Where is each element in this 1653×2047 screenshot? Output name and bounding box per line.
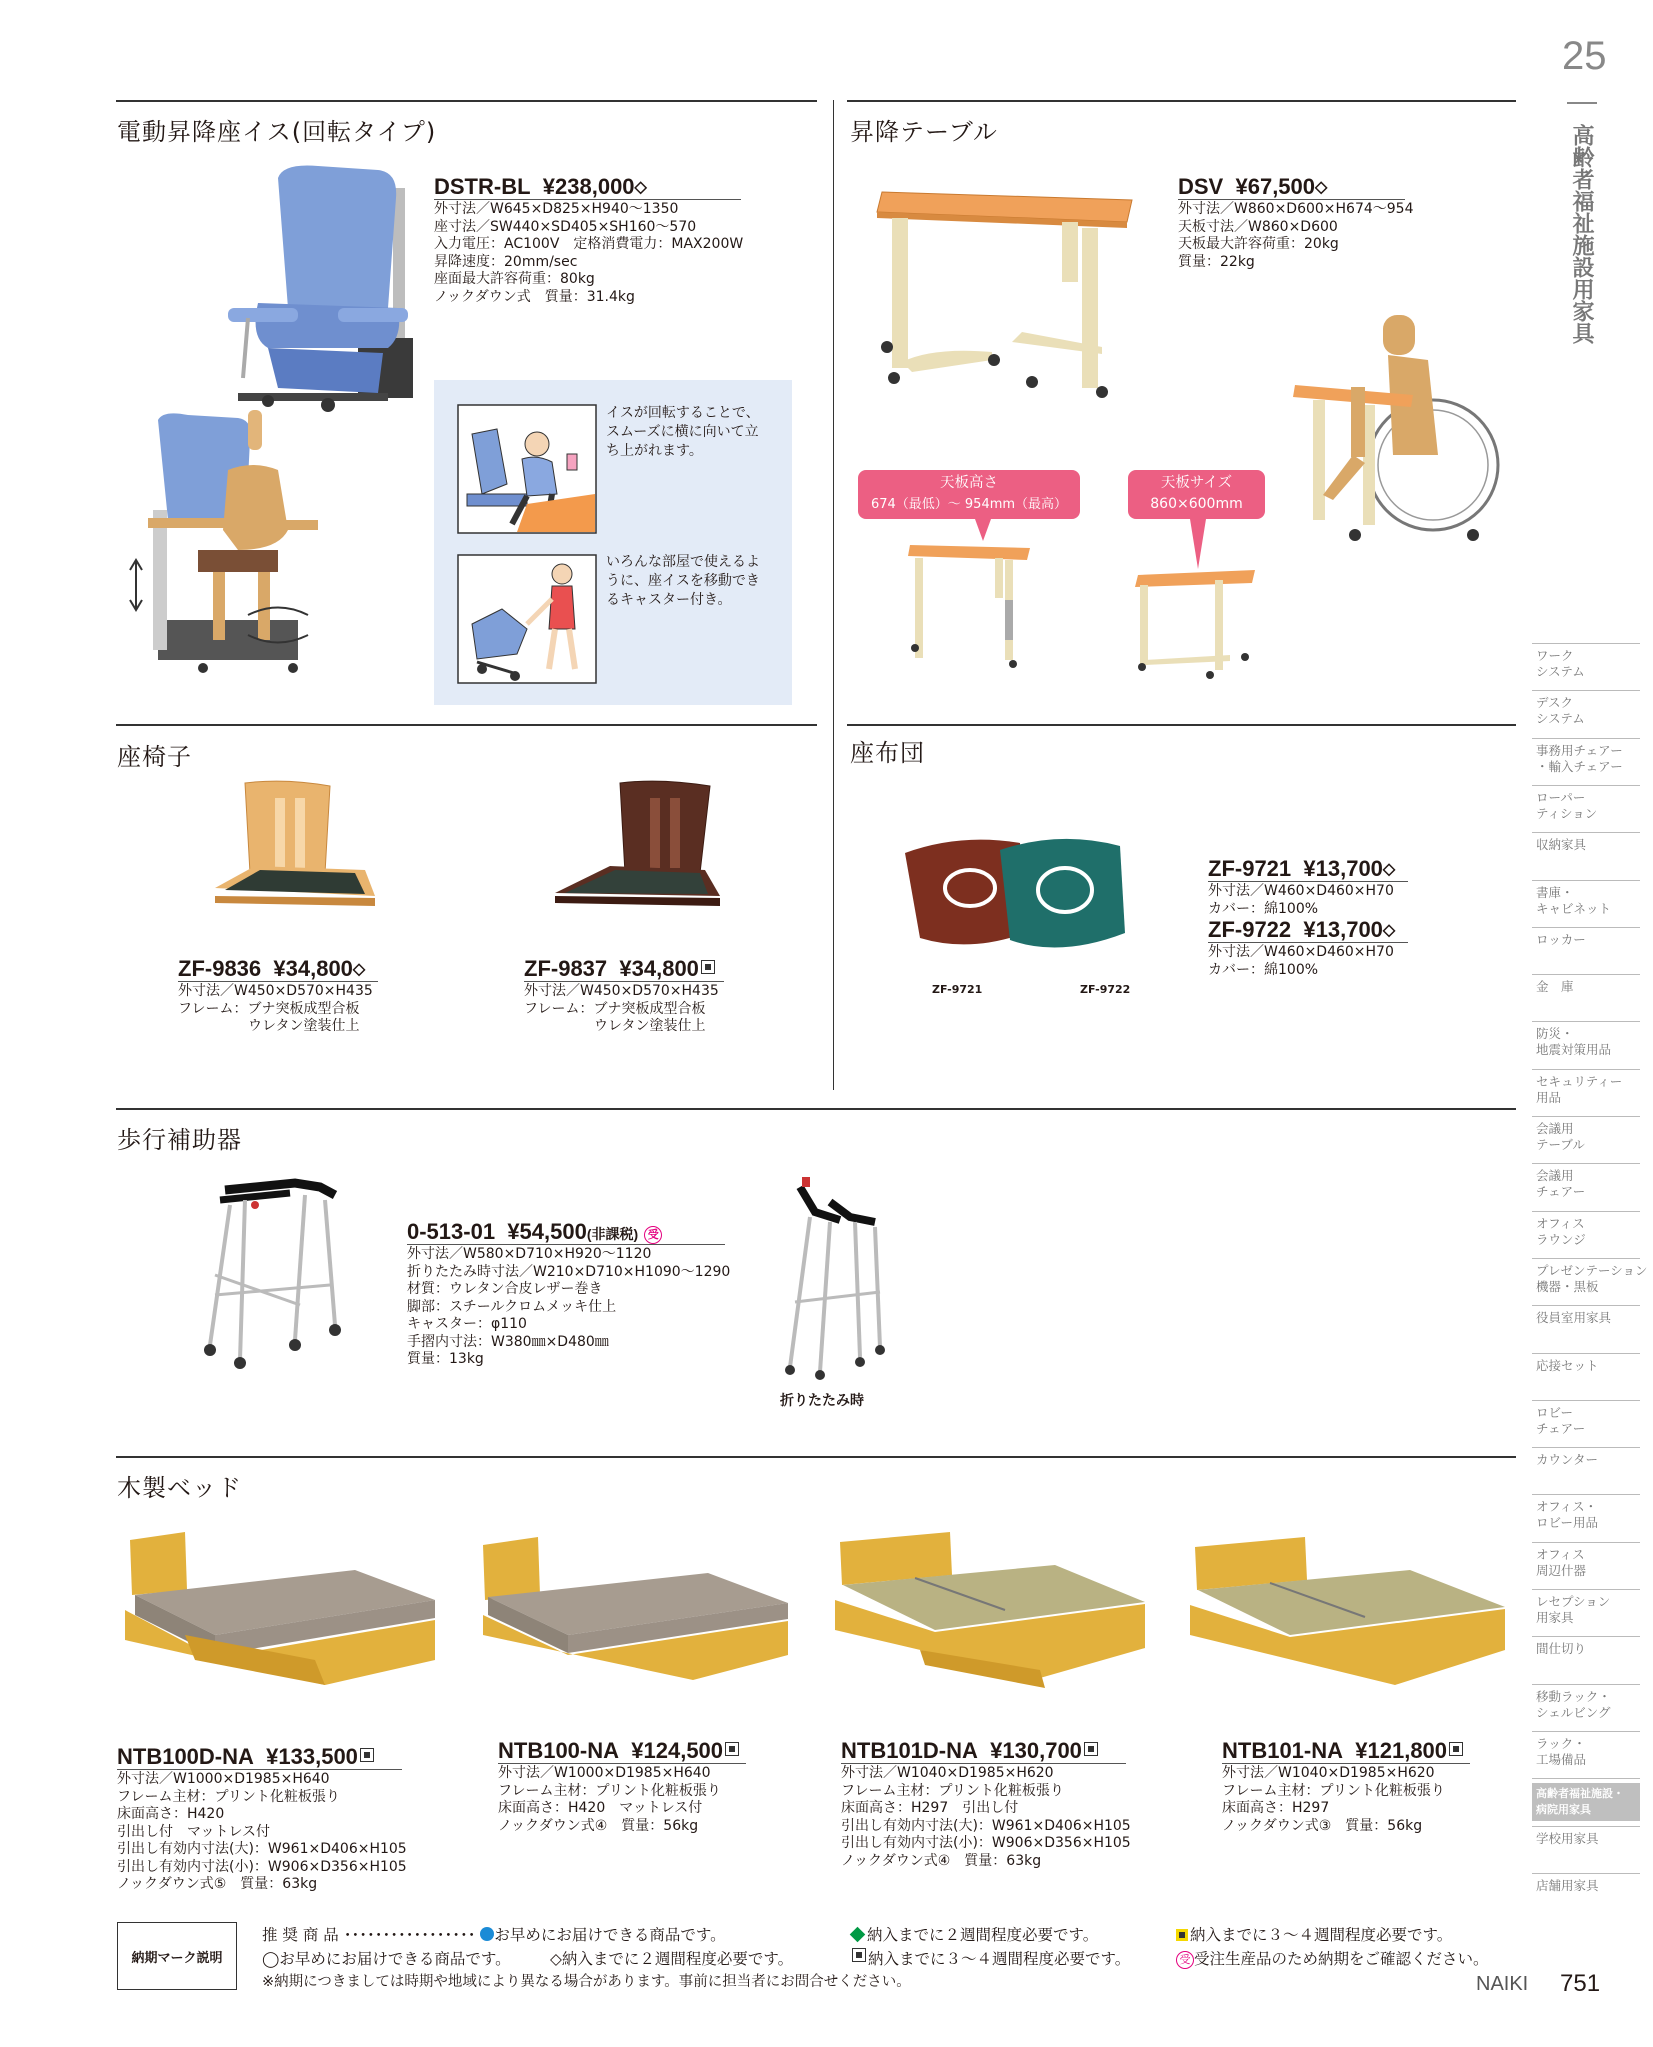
- lift-table-low-image: [1130, 565, 1260, 680]
- cushion-2-mark: ◇: [1382, 922, 1396, 939]
- sidebar-divider: [1532, 1447, 1640, 1448]
- bed-2-underline: [498, 1763, 746, 1764]
- bed-ntb101d-image: [835, 1530, 1160, 1695]
- bed-ntb100d-image: [125, 1530, 450, 1695]
- bed-1-price: ¥133,500: [266, 1744, 358, 1769]
- cushion-1-underline: [1208, 881, 1408, 882]
- section-title-lift-chair: 電動昇降座イス(回転タイプ): [117, 118, 437, 146]
- sidebar-item[interactable]: 移動ラック・ シェルビング: [1536, 1689, 1611, 1720]
- floor-chair-2-specs: 外寸法／W450×D570×H435 フレーム：ブナ突板成型合板 ウレタン塗装仕上: [524, 983, 719, 1034]
- sidebar-item[interactable]: 収納家具: [1536, 837, 1587, 852]
- footer-diamond-filled-text: 納入までに２週間程度必要です。: [867, 1926, 1099, 1944]
- lift-chair-price-line: [434, 174, 647, 200]
- sidebar-divider: [1532, 1826, 1640, 1827]
- lift-chair-specs: 外寸法／W645×D825×H940～1350 座寸法／SW440×SD405×SH160～570 入力電圧：AC100V 定格消費電力：MAX200W 昇降速度：20mm/sec 座面最大許容荷重：80kg ノックダウン式 質量：31.4kg: [434, 201, 744, 305]
- sidebar-divider: [1532, 927, 1640, 928]
- walker-model: 0-513-01: [407, 1219, 496, 1244]
- sidebar-divider: [1532, 1636, 1640, 1637]
- footer-recommended: [262, 1923, 726, 1945]
- rule-mid-left: [116, 724, 817, 726]
- sidebar-item[interactable]: ロビー チェアー: [1536, 1405, 1586, 1436]
- sidebar-divider: [1532, 643, 1640, 644]
- sidebar-item[interactable]: 学校用家具: [1536, 1831, 1599, 1846]
- floor-chair-2-mark-icon: [701, 960, 715, 974]
- floor-chair-light-image: [205, 778, 385, 918]
- footer-diamond-note: ◇納入までに２週間程度必要です。: [550, 1950, 794, 1968]
- walker-price: ¥54,500: [507, 1219, 587, 1244]
- bed-3-underline: [841, 1763, 1126, 1764]
- sidebar-divider: [1532, 785, 1640, 786]
- sidebar-item[interactable]: プレゼンテーション 機器・黒板: [1536, 1263, 1648, 1294]
- sidebar-item[interactable]: カウンター: [1536, 1452, 1599, 1467]
- sidebar-divider: [1532, 1021, 1640, 1022]
- sidebar-item[interactable]: オフィス・ ロビー用品: [1536, 1499, 1599, 1530]
- sidebar-item[interactable]: デスク システム: [1536, 695, 1585, 726]
- page-number: 751: [1560, 1970, 1601, 1997]
- lift-table-model: DSV: [1178, 174, 1224, 199]
- cushion-2-price-line: [1208, 917, 1395, 943]
- bed-3-specs: 外寸法／W1040×D1985×H620 フレーム主材：プリント化粧板張り 床面高さ：H297 引出し付 引出し有効内寸法(大)：W961×D406×H105 引出し有効内寸法(小)：W906×D356×H105 ノックダウン式④ 質量：63kg: [841, 1765, 1131, 1869]
- footer-order-note: [1176, 1947, 1489, 1969]
- bed-3-price: ¥130,700: [990, 1738, 1082, 1763]
- lift-table-mark: ◇: [1315, 179, 1328, 196]
- chapter-title: 高齢者福祉施設用家具: [1569, 124, 1594, 344]
- green-diamond-icon: [850, 1927, 866, 1943]
- sidebar-item[interactable]: 事務用チェアー ・輸入チェアー: [1536, 743, 1623, 774]
- floor-chair-1-specs: 外寸法／W450×D570×H435 フレーム：ブナ突板成型合板 ウレタン塗装仕上: [178, 983, 373, 1034]
- bed-1-specs: 外寸法／W1000×D1985×H640 フレーム主材：プリント化粧板張り 床面高さ：H420 引出し付 マットレス付 引出し有効内寸法(大)：W961×D406×H105 引出し有効内寸法(小)：W906×D356×H105 ノックダウン式⑤ 質量：63kg: [117, 1771, 407, 1892]
- sidebar-divider: [1532, 832, 1640, 833]
- sidebar-divider: [1532, 1400, 1640, 1401]
- bed-2-price: ¥124,500: [631, 1738, 724, 1763]
- sidebar-divider: [1532, 880, 1640, 881]
- bubble-size-value: 860×600mm: [1150, 496, 1243, 512]
- sidebar-divider: [1532, 1589, 1640, 1590]
- order-mark-icon: 受: [1176, 1951, 1194, 1969]
- sidebar-item[interactable]: セキュリティー 用品: [1536, 1074, 1623, 1105]
- chapter-number: 25: [1562, 34, 1607, 78]
- walker-tax-note: (非課税): [586, 1226, 639, 1242]
- lift-chair-model: DSTR-BL: [434, 174, 531, 199]
- sidebar-item[interactable]: レセプション 用家具: [1536, 1594, 1611, 1625]
- footer-notice: ※納期につきましては時期や地域により異なる場合があります。事前に担当者にお問合せください。: [262, 1974, 911, 1990]
- cushion-image: [900, 828, 1130, 963]
- sidebar-divider: [1532, 1069, 1640, 1070]
- lift-chair-price: ¥238,000: [542, 174, 635, 199]
- bed-2-model: NTB100-NA: [498, 1738, 620, 1763]
- sidebar-divider: [1532, 1211, 1640, 1212]
- footer-diamond-filled: [850, 1923, 1098, 1945]
- sidebar-item[interactable]: ワーク システム: [1536, 648, 1585, 679]
- blue-dot-icon: [480, 1927, 494, 1941]
- walker-image: [200, 1175, 350, 1370]
- floor-chair-1-underline: [178, 981, 378, 982]
- walker-specs: 外寸法／W580×D710×H920～1120 折りたたみ時寸法／W210×D710×H1090～1290 材質：ウレタン合皮レザー巻き 脚部：スチールクロムメッキ仕上 キャスター：φ110 手摺内寸法：W380㎜×D480㎜ 質量：13kg: [407, 1246, 731, 1367]
- bubble-size-title: 天板サイズ: [1160, 475, 1233, 491]
- sidebar-divider: [1532, 1353, 1640, 1354]
- bed-2-price-line: [498, 1738, 739, 1764]
- sidebar-item[interactable]: ラック・ 工場備品: [1536, 1736, 1587, 1767]
- sidebar-item[interactable]: 間仕切り: [1536, 1641, 1587, 1656]
- bed-2-specs: 外寸法／W1000×D1985×H640 フレーム主材：プリント化粧板張り 床面高さ：H420 マットレス付 ノックダウン式④ 質量：56kg: [498, 1765, 721, 1834]
- rule-walker: [116, 1108, 1516, 1110]
- lift-table-specs: 外寸法／W860×D600×H674～954 天板寸法／W860×D600 天板最大許容荷重：20kg 質量：22kg: [1178, 201, 1414, 270]
- bed-4-price-line: [1222, 1738, 1463, 1764]
- bed-4-model: NTB101-NA: [1222, 1738, 1344, 1763]
- floor-chair-1-price: ¥34,800: [273, 956, 353, 981]
- footer-recommended-label: 推 奨 商 品 ･････････････････: [262, 1926, 476, 1944]
- bed-2-mark-icon: [725, 1742, 739, 1756]
- cushion-1-price-line: [1208, 856, 1395, 882]
- lift-table-image: [872, 182, 1142, 407]
- floor-chair-2-model: ZF-9837: [524, 956, 608, 981]
- sidebar-item[interactable]: ローパー ティション: [1536, 790, 1598, 821]
- lift-chair-in-use-image: [128, 410, 328, 680]
- chapter-divider: [1567, 102, 1597, 104]
- cushion-label-2: ZF-9722: [1080, 983, 1131, 996]
- footer-blue-dot-text: お早めにお届けできる商品です。: [494, 1926, 726, 1944]
- lift-chair-image: [208, 158, 418, 416]
- walker-folded-image: [780, 1172, 900, 1382]
- sidebar-item[interactable]: ロッカー: [1536, 932, 1586, 947]
- brand-name: NAIKI: [1476, 1973, 1529, 1995]
- sidebar-item[interactable]: 書庫・ キャビネット: [1536, 885, 1612, 916]
- bed-ntb101-image: [1190, 1535, 1520, 1695]
- cushion-1-model: ZF-9721: [1208, 856, 1292, 881]
- bed-1-price-line: [117, 1744, 374, 1770]
- sidebar-item[interactable]: オフィス ラウンジ: [1536, 1216, 1586, 1247]
- bed-1-mark-icon: [360, 1748, 374, 1762]
- sidebar-divider: [1532, 1542, 1640, 1543]
- bed-1-model: NTB100D-NA: [117, 1744, 254, 1769]
- floor-chair-2-price: ¥34,800: [619, 956, 699, 981]
- bed-3-mark-icon: [1084, 1742, 1098, 1756]
- sidebar-item[interactable]: 金 庫: [1536, 979, 1574, 994]
- section-title-walker: 歩行補助器: [117, 1126, 242, 1154]
- floor-chair-1-price-line: [178, 956, 365, 982]
- sidebar-divider: [1532, 1494, 1640, 1495]
- sidebar-divider: [1532, 738, 1640, 739]
- lift-chair-price-underline: [434, 199, 741, 200]
- walker-mark: 受: [644, 1226, 662, 1244]
- footer-square-yellow-text: 納入までに３～４週間程度必要です。: [1190, 1926, 1453, 1944]
- lift-table-price-underline: [1178, 199, 1405, 200]
- cushion-1-price: ¥13,700: [1303, 856, 1383, 881]
- cushion-label-1: ZF-9721: [932, 983, 983, 996]
- footer-circle-note: ◯お早めにお届けできる商品です。: [262, 1950, 511, 1968]
- floor-chair-2-underline: [524, 981, 724, 982]
- footer-order-note-text: 受注生産品のため納期をご確認ください。: [1194, 1950, 1489, 1968]
- sidebar-item[interactable]: 会議用 テーブル: [1536, 1121, 1585, 1152]
- footer-square-note-text: 納入までに３～４週間程度必要です。: [868, 1950, 1131, 1968]
- bubble-height-pointer: [975, 519, 991, 541]
- floor-chair-2-price-line: [524, 956, 715, 982]
- delivery-legend-title: 納期マーク説明: [131, 1950, 223, 1966]
- bed-3-price-line: [841, 1738, 1098, 1764]
- section-title-floor-chair: 座椅子: [117, 743, 192, 771]
- sidebar-divider: [1532, 690, 1640, 691]
- section-title-cushion: 座布団: [850, 739, 925, 767]
- sidebar-divider: [1532, 1305, 1640, 1306]
- bed-4-mark-icon: [1449, 1742, 1463, 1756]
- sidebar-divider: [1532, 1258, 1640, 1259]
- lift-table-price: ¥67,500: [1235, 174, 1316, 199]
- vertical-divider: [833, 100, 834, 1090]
- cushion-2-price: ¥13,700: [1303, 917, 1383, 942]
- sidebar-divider: [1532, 1778, 1640, 1779]
- sidebar-item[interactable]: オフィス 周辺什器: [1536, 1547, 1587, 1578]
- bubble-size-pointer: [1190, 519, 1206, 569]
- bubble-table-size: [1128, 470, 1265, 519]
- sidebar-item[interactable]: 店舗用家具: [1536, 1878, 1599, 1893]
- square-mark-icon: [852, 1948, 866, 1962]
- sidebar-divider: [1532, 1873, 1640, 1874]
- sidebar-divider: [1532, 1116, 1640, 1117]
- sidebar-item[interactable]: 役員室用家具: [1536, 1310, 1612, 1325]
- sidebar-item[interactable]: 会議用 チェアー: [1536, 1168, 1586, 1199]
- floor-chair-1-model: ZF-9836: [178, 956, 262, 981]
- rule-top-left: [116, 100, 817, 102]
- bed-1-underline: [117, 1769, 402, 1770]
- bed-3-model: NTB101D-NA: [841, 1738, 978, 1763]
- section-title-lift-table: 昇降テーブル: [850, 118, 998, 146]
- bed-4-underline: [1222, 1763, 1470, 1764]
- rule-bed: [116, 1456, 1516, 1458]
- lift-table-high-image: [905, 540, 1035, 670]
- bed-4-price: ¥121,800: [1355, 1738, 1448, 1763]
- lift-chair-mark: ◇: [634, 179, 647, 196]
- rule-mid-right: [847, 724, 1516, 726]
- cushion-2-model: ZF-9722: [1208, 917, 1292, 942]
- floor-chair-dark-image: [550, 778, 730, 918]
- sidebar-item[interactable]: 防災・ 地震対策用品: [1536, 1026, 1612, 1057]
- section-title-bed: 木製ベッド: [117, 1474, 242, 1502]
- cushion-2-specs: 外寸法／W460×D460×H70 カバー：綿100%: [1208, 944, 1394, 978]
- walker-price-line: [407, 1219, 662, 1245]
- bed-ntb100-image: [478, 1535, 798, 1685]
- bubble-height-value: 674（最低）～ 954mm（最高）: [870, 497, 1068, 512]
- illustration-caster-moving: [457, 554, 597, 684]
- walker-underline: [407, 1244, 725, 1245]
- footer-square-yellow: [1176, 1923, 1452, 1945]
- sidebar-divider: [1532, 1684, 1640, 1685]
- callout-text-caster: いろんな部屋で使えるよ うに、座イスを移動でき るキャスター付き。: [606, 554, 760, 608]
- sidebar-divider: [1532, 974, 1640, 975]
- cushion-1-mark: ◇: [1382, 861, 1396, 878]
- cushion-1-specs: 外寸法／W460×D460×H70 カバー：綿100%: [1208, 883, 1394, 917]
- floor-chair-1-mark: ◇: [352, 961, 366, 978]
- rule-top-right: [847, 100, 1516, 102]
- sidebar-item[interactable]: 応接セット: [1536, 1358, 1599, 1373]
- sidebar-divider: [1532, 1163, 1640, 1164]
- sidebar-divider: [1532, 1731, 1640, 1732]
- bubble-height-title: 天板高さ: [940, 475, 998, 491]
- illustration-rotating-seat: [457, 404, 597, 534]
- callout-text-rotate: イスが回転することで、 スムーズに横に向いて立 ち上がれます。: [606, 405, 760, 459]
- sidebar-item[interactable]: 高齢者福祉施設・ 病院用家具: [1532, 1783, 1640, 1821]
- delivery-legend-box: [117, 1922, 237, 1990]
- bubble-table-height: [858, 470, 1080, 519]
- lift-table-in-use-image: [1293, 295, 1503, 557]
- walker-folded-caption: 折りたたみ時: [780, 1393, 864, 1409]
- yellow-square-icon: [1176, 1929, 1188, 1941]
- bed-4-specs: 外寸法／W1040×D1985×H620 フレーム主材：プリント化粧板張り 床面高さ：H297 ノックダウン式③ 質量：56kg: [1222, 1765, 1445, 1834]
- lift-table-price-line: [1178, 174, 1327, 200]
- footer-square-note: [850, 1947, 1130, 1969]
- cushion-2-underline: [1208, 942, 1408, 943]
